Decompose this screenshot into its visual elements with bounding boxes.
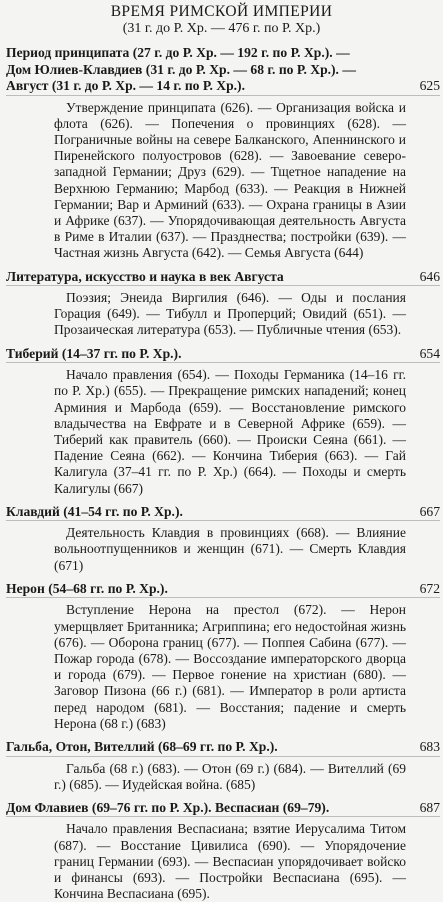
divider	[6, 520, 440, 521]
heading-line: Клавдий (41–54 гг. по Р. Хр.).	[6, 503, 183, 519]
heading-line: Тиберий (14–37 гг. по Р. Хр.).	[6, 345, 182, 361]
divider	[6, 816, 440, 817]
table-of-contents	[0, 37, 440, 902]
toc-section-heading	[6, 581, 440, 598]
toc-section-heading	[6, 346, 440, 363]
heading-line: Август (31 г. до Р. Хр. — 14 г. по Р. Хр.).	[6, 78, 245, 93]
toc-section-tiberius	[6, 346, 440, 497]
heading-line: Дом Юлиев-Клавдиев (31 г. до Р. Хр. — 68 г. по Р. Хр.). —	[6, 61, 356, 77]
page-number: 672	[419, 580, 440, 596]
toc-section-nero	[6, 581, 440, 732]
toc-section-heading	[6, 800, 440, 817]
divider	[6, 285, 440, 286]
page-number: 654	[419, 345, 440, 361]
chapter-title: ВРЕМЯ РИМСКОЙ ИМПЕРИИ	[110, 3, 333, 20]
toc-section-description: Деятельность Клавдия в провинциях (668). — Влияние вольноотпущенников и женщин (671). — Смерть Клавдия (671)	[54, 525, 406, 573]
toc-section-flavians	[6, 800, 440, 902]
heading-line: Нерон (54–68 гг. по Р. Хр.).	[6, 580, 168, 596]
divider	[6, 597, 440, 598]
toc-section-augustus	[6, 45, 440, 262]
page-number: 667	[419, 503, 440, 519]
toc-section-literature	[6, 269, 440, 339]
toc-section-description: Начало правления (654). — Походы Германика (14–16 гг. по Р. Хр.) (655). — Прекращение римских нападений; конец Арминия и Марбода (659). — Восстановление римского владычества на Евфрате и в Северной Африке (659). — Тиберий как правитель (660). — Происки Сеяна (661). — Падение Сеяна (662). — Кончина Тиберия (663). — Гай Калигула (37–41 гг. по Р. Хр.) (664). — Походы и смерть Калигулы (667)	[54, 367, 406, 496]
heading-line: Гальба, Отон, Вителлий (68–69 гг. по Р. Хр.).	[6, 739, 278, 754]
heading-line: Дом Флавиев (69–76 гг. по Р. Хр.). Веспасиан (69–79).	[6, 799, 330, 815]
page-number: 625	[419, 78, 440, 93]
toc-section-heading	[6, 45, 440, 95]
heading-line: Период принципата (27 г. до Р. Хр. — 192 г. по Р. Хр.). —	[6, 45, 350, 60]
toc-section-description: Гальба (68 г.) (683). — Отон (69 г.) (684). — Вителлий (69 г.) (685). — Иудейская война. (685)	[54, 760, 406, 792]
chapter-header	[0, 0, 443, 37]
heading-line: Литература, искусство и наука в век Августа	[6, 268, 284, 284]
chapter-subtitle: (31 г. до Р. Хр. — 476 г. по Р. Хр.)	[122, 21, 321, 36]
page-number: 683	[419, 739, 440, 754]
toc-section-description: Поэзия; Энеида Виргилия (646). — Оды и послания Горация (649). — Тибулл и Проперций; Овидий (651). — Прозаическая литература (653). — Публичные чтения (653).	[54, 290, 406, 338]
toc-section-heading	[6, 739, 440, 756]
page-number: 646	[419, 268, 440, 284]
page-number: 687	[419, 799, 440, 815]
toc-section-description: Утверждение принципата (626). — Организация войска и флота (626). — Попечения о провинциях (628). — Пограничные войны на севере Балканского, Апеннинского и Пиренейского полуостровов (628). — Завоевание северо-западной Германии; Друз (629). — Тщетное нападение на Верхнюю Германию; Марбод (633). — Реакция в Нижней Германии; Вар и Арминий (633). — Охрана границы в Азии и Африке (637). — Упорядочивающая деятельность Августа в Риме в Италии (637). — Празднества; постройки (639). — Частная жизнь Августа (642). — Семья Августа (644)	[54, 99, 406, 261]
toc-section-galba-otho-vitellius	[6, 739, 440, 793]
toc-section-description: Вступление Нерона на престол (672). — Нерон умерщвляет Британника; Агриппина; его недостойная жизнь (676). — Оборона границ (677). — Поппея Сабина (677). — Пожар города (678). — Воссоздание императорского дворца и города (679). — Первое гонение на христиан (680). — Заговор Пизона (66 г.) (681). — Император в роли артиста перед народом (681). — Восстания; падение и смерть Нерона (68 г.) (683)	[54, 602, 406, 731]
divider	[6, 362, 440, 363]
divider	[6, 95, 440, 96]
toc-section-heading	[6, 504, 440, 521]
toc-section-claudius	[6, 504, 440, 574]
toc-section-description: Начало правления Веспасиана; взятие Иерусалима Титом (687). — Восстание Цивилиса (690). — Упорядочение границ Германии (693). — Веспасиан упорядочивает войско и финансы (693). — Постройки Веспасиана (695). — Кончина Веспасиана (695).	[54, 821, 406, 902]
divider	[6, 756, 440, 757]
toc-section-heading	[6, 269, 440, 286]
